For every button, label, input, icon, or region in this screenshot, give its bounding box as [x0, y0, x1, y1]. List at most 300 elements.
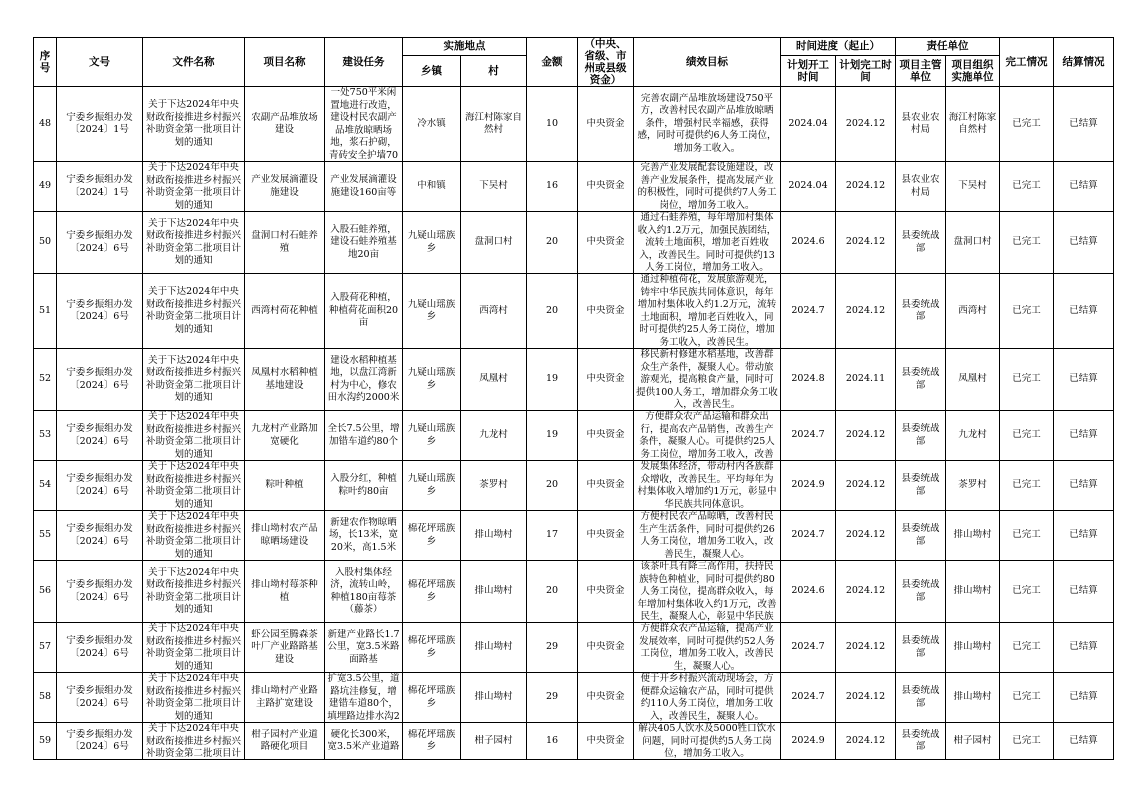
- seq-cell: [34, 411, 57, 461]
- village-cell-text: 西湾村: [479, 304, 508, 316]
- completion-cell: [1000, 461, 1054, 511]
- start-date-cell-text: 2024.9: [791, 479, 825, 491]
- task-cell-text: 全长7.5公里，增加错车道约80个: [327, 423, 400, 447]
- doc-no-cell-text: 宁委乡振组办发〔2024〕6号: [66, 579, 133, 603]
- doc-name-cell: [143, 723, 245, 760]
- start-date-cell: [781, 723, 836, 760]
- dept-cell: [896, 162, 946, 212]
- seq-cell-text: 57: [38, 641, 52, 653]
- amount-cell: [527, 673, 578, 723]
- village-cell: [461, 274, 527, 349]
- village-cell: [461, 723, 527, 760]
- seq-cell: [34, 274, 57, 349]
- project-name-cell-text: 凤凰村水稻种植基地建设: [251, 367, 318, 391]
- doc-name-cell: [143, 274, 245, 349]
- dept-cell: [896, 723, 946, 760]
- org-cell: [946, 511, 1000, 561]
- goal-cell: [634, 274, 781, 349]
- doc-name-cell-text: 关于下达2024年中央财政衔接推进乡村振兴补助资金第二批项目计划的通知: [145, 566, 241, 615]
- goal-cell-text: 通过石蛙养殖，每年增加村集体收入约1.2万元，加强民族团结，流转土地面积，增加老百姓收入，改善民生。同时可提供约13人务工岗位，增加务工收入。: [637, 212, 777, 273]
- header-completion: 完工情况: [1000, 38, 1054, 87]
- goal-cell-text: 该茶叶具有降三高作用，扶持民族特色种植业，同时可提供约80人务工岗位，提高群众收入，每年增加村集体收入约1万元，改善民生，凝聚人心，彰显中华民族: [637, 561, 777, 622]
- project-name-cell: [245, 461, 325, 511]
- seq-cell: [34, 87, 57, 162]
- start-date-cell-text: 2024.7: [791, 641, 825, 653]
- header-fund-level: （中央、省级、市州或县级资金）: [578, 38, 634, 87]
- table-row: [34, 461, 1114, 511]
- amount-cell: [527, 461, 578, 511]
- doc-name-cell: [143, 87, 245, 162]
- end-date-cell: [836, 212, 896, 274]
- end-date-cell-text: 2024.12: [845, 479, 886, 491]
- doc-no-cell-text: 宁委乡振组办发〔2024〕6号: [66, 635, 133, 659]
- town-cell-text: 冷水镇: [417, 117, 446, 129]
- amount-cell: [527, 561, 578, 623]
- project-name-cell: [245, 162, 325, 212]
- town-cell: [403, 723, 461, 760]
- village-cell: [461, 623, 527, 673]
- completion-cell-text: 已完工: [1012, 373, 1041, 385]
- table-row: [34, 723, 1114, 760]
- start-date-cell: [781, 461, 836, 511]
- project-table: [33, 37, 1114, 760]
- seq-cell: [34, 461, 57, 511]
- header-doc-name: 文件名称: [143, 38, 245, 87]
- doc-name-cell-text: 关于下达2024年中央财政衔接推进乡村振兴补助资金第二批项目计划的通知: [145, 623, 241, 672]
- doc-no-cell-text: 宁委乡振组办发〔2024〕6号: [66, 685, 133, 709]
- seq-cell-text: 59: [38, 734, 52, 746]
- project-name-cell: [245, 561, 325, 623]
- amount-cell-text: 16: [545, 180, 559, 192]
- task-cell: [325, 723, 403, 760]
- amount-cell: [527, 212, 578, 274]
- doc-no-cell: [57, 673, 143, 723]
- village-cell-text: 九龙村: [479, 429, 508, 441]
- project-name-cell: [245, 623, 325, 673]
- town-cell: [403, 162, 461, 212]
- village-cell-text: 排山坳村: [474, 691, 513, 703]
- town-cell-text: 棉花坪瑶族乡: [407, 523, 456, 547]
- start-date-cell: [781, 162, 836, 212]
- end-date-cell-text: 2024.12: [845, 117, 886, 129]
- completion-cell-text: 已完工: [1012, 236, 1041, 248]
- goal-cell-text: 便于开乡村振兴流动现场会，方便群众运输农产品，同时可提供约110人务工岗位，增加务工收入，改善民生，凝聚人心。: [640, 673, 774, 722]
- dept-cell-text: 县委统战部: [901, 423, 940, 447]
- seq-cell-text: 52: [38, 373, 52, 385]
- doc-name-cell-text: 关于下达2024年中央财政衔接推进乡村振兴补助资金第二批项目计划的通知: [145, 411, 241, 460]
- start-date-cell-text: 2024.8: [791, 373, 825, 385]
- start-date-cell-text: 2024.7: [791, 529, 825, 541]
- end-date-cell: [836, 561, 896, 623]
- end-date-cell: [836, 511, 896, 561]
- town-cell-text: 九疑山瑶族乡: [407, 423, 456, 447]
- goal-cell: [634, 561, 781, 623]
- completion-cell: [1000, 274, 1054, 349]
- village-cell: [461, 511, 527, 561]
- goal-cell: [634, 212, 781, 274]
- doc-no-cell-text: 宁委乡振组办发〔2024〕6号: [66, 230, 133, 254]
- task-cell-text: 建设水稻种植基地，以盘江湾新村为中心，修农田水沟约2000米: [327, 354, 400, 403]
- start-date-cell-text: 2024.04: [788, 117, 828, 129]
- start-date-cell: [781, 349, 836, 411]
- doc-no-cell: [57, 511, 143, 561]
- start-date-cell-text: 2024.04: [788, 180, 828, 192]
- settlement-cell-text: 已结算: [1069, 529, 1098, 541]
- completion-cell-text: 已完工: [1012, 117, 1041, 129]
- dept-cell: [896, 561, 946, 623]
- completion-cell: [1000, 212, 1054, 274]
- doc-name-cell-text: 关于下达2024年中央财政衔接推进乡村振兴补助资金第一批项目计划的通知: [145, 162, 241, 211]
- completion-cell: [1000, 349, 1054, 411]
- village-cell: [461, 411, 527, 461]
- town-cell-text: 九疑山瑶族乡: [407, 367, 456, 391]
- fund-level-cell: [578, 411, 634, 461]
- header-amount: 金额: [527, 38, 578, 87]
- org-cell-text: 海江村陈家自然村: [948, 111, 997, 135]
- org-cell-text: 西湾村: [958, 304, 987, 316]
- table-row: [34, 349, 1114, 411]
- dept-cell-text: 县农业农村局: [901, 174, 940, 198]
- doc-name-cell-text: 关于下达2024年中央财政衔接推进乡村振兴补助资金第二批项目计划的通知: [145, 511, 241, 560]
- goal-cell-text: 方便村民农产品晾晒，改善村民生产生活条件，同时可提供约26人务工岗位，增加务工收入，改善民生，凝聚人心。: [639, 511, 775, 560]
- town-cell-text: 棉花坪瑶族乡: [407, 685, 456, 709]
- amount-cell-text: 19: [545, 373, 559, 385]
- fund-level-cell-text: 中央资金: [586, 180, 625, 192]
- fund-level-cell-text: 中央资金: [586, 529, 625, 541]
- fund-level-cell-text: 中央资金: [586, 236, 625, 248]
- settlement-cell-text: 已结算: [1069, 429, 1098, 441]
- completion-cell: [1000, 511, 1054, 561]
- amount-cell-text: 29: [545, 641, 559, 653]
- dept-cell: [896, 411, 946, 461]
- fund-level-cell-text: 中央资金: [586, 734, 625, 746]
- village-cell-text: 盘洞口村: [474, 236, 513, 248]
- end-date-cell: [836, 673, 896, 723]
- task-cell: [325, 561, 403, 623]
- project-name-cell-text: 虾公园至腾森茶叶厂产业路路基建设: [251, 628, 318, 665]
- task-cell: [325, 511, 403, 561]
- town-cell-text: 棉花坪瑶族乡: [407, 579, 456, 603]
- header-schedule: 时间进度（起止）: [781, 38, 896, 56]
- goal-cell-text: 方便群众农产品运输和群众出行，提高农产品销售，改善生产条件，凝聚人心。可提供约25人务工岗位，增加务工收入，改善: [639, 411, 775, 460]
- seq-cell: [34, 623, 57, 673]
- settlement-cell-text: 已结算: [1069, 373, 1098, 385]
- start-date-cell-text: 2024.6: [791, 585, 825, 597]
- town-cell: [403, 461, 461, 511]
- table-row: [34, 511, 1114, 561]
- settlement-cell: [1054, 561, 1114, 623]
- task-cell: [325, 623, 403, 673]
- end-date-cell-text: 2024.12: [845, 691, 886, 703]
- fund-level-cell: [578, 511, 634, 561]
- village-cell: [461, 461, 527, 511]
- end-date-cell: [836, 349, 896, 411]
- header-dept: 项目主管单位: [896, 55, 946, 86]
- task-cell: [325, 274, 403, 349]
- project-name-cell-text: 排山坳村莓茶种植: [251, 579, 318, 603]
- doc-no-cell: [57, 723, 143, 760]
- org-cell-text: 排山坳村: [953, 585, 992, 597]
- end-date-cell: [836, 162, 896, 212]
- fund-level-cell: [578, 212, 634, 274]
- seq-cell-text: 53: [38, 429, 52, 441]
- settlement-cell: [1054, 87, 1114, 162]
- amount-cell-text: 20: [545, 479, 559, 491]
- doc-name-cell-text: 关于下达2024年中央财政衔接推进乡村振兴补助资金第二批项目计划的通知: [145, 673, 241, 722]
- table-row: [34, 673, 1114, 723]
- goal-cell-text: 通过种植荷花，发展旅游观光，铸牢中华民族共同体意识，每年增加村集体收入约1.2万元，流转土地面积，增加老百姓收入，同时可提供约25人务工岗位，增加务工收入，改善民生。: [637, 274, 777, 348]
- settlement-cell-text: 已结算: [1069, 236, 1098, 248]
- settlement-cell: [1054, 274, 1114, 349]
- task-cell: [325, 162, 403, 212]
- settlement-cell: [1054, 723, 1114, 760]
- town-cell-text: 棉花坪瑶族乡: [407, 728, 456, 752]
- seq-cell-text: 58: [38, 691, 52, 703]
- dept-cell-text: 县委统战部: [901, 298, 940, 322]
- settlement-cell-text: 已结算: [1069, 585, 1098, 597]
- header-task: 建设任务: [325, 38, 403, 87]
- dept-cell-text: 县委统战部: [901, 473, 940, 497]
- org-cell-text: 盘洞口村: [953, 236, 992, 248]
- doc-name-cell-text: 关于下达2024年中央财政衔接推进乡村振兴补助资金第二批项目计划的通知: [145, 217, 241, 266]
- seq-cell: [34, 349, 57, 411]
- end-date-cell: [836, 274, 896, 349]
- completion-cell-text: 已完工: [1012, 641, 1041, 653]
- header-settlement: 结算情况: [1054, 38, 1114, 87]
- completion-cell-text: 已完工: [1012, 304, 1041, 316]
- doc-name-cell-text: 关于下达2024年中央财政衔接推进乡村振兴补助资金第二批项目计划的通知: [145, 354, 241, 403]
- dept-cell-text: 县委统战部: [901, 523, 940, 547]
- table-row: [34, 623, 1114, 673]
- doc-name-cell: [143, 411, 245, 461]
- village-cell-text: 排山坳村: [474, 641, 513, 653]
- goal-cell: [634, 411, 781, 461]
- town-cell: [403, 349, 461, 411]
- village-cell-text: 柑子园村: [474, 734, 513, 746]
- project-name-cell-text: 排山坳村产业路主路扩宽建设: [251, 685, 318, 709]
- town-cell: [403, 411, 461, 461]
- dept-cell-text: 县委统战部: [901, 367, 940, 391]
- settlement-cell-text: 已结算: [1069, 734, 1098, 746]
- doc-name-cell-text: 关于下达2024年中央财政衔接推进乡村振兴补助资金第二批项目计: [145, 723, 241, 759]
- fund-level-cell: [578, 162, 634, 212]
- end-date-cell-text: 2024.12: [845, 734, 886, 746]
- fund-level-cell-text: 中央资金: [586, 691, 625, 703]
- settlement-cell: [1054, 411, 1114, 461]
- header-project: 项目名称: [245, 38, 325, 87]
- village-cell: [461, 349, 527, 411]
- settlement-cell: [1054, 623, 1114, 673]
- doc-no-cell-text: 宁委乡振组办发〔2024〕6号: [66, 423, 133, 447]
- task-cell-text: 产业发展滴灌设施建设160亩等: [330, 174, 397, 198]
- org-cell-text: 柑子园村: [953, 734, 992, 746]
- dept-cell: [896, 87, 946, 162]
- task-cell-text: 硬化长300米，宽3.5米产业道路: [327, 728, 400, 752]
- task-cell: [325, 212, 403, 274]
- amount-cell: [527, 411, 578, 461]
- end-date-cell-text: 2024.12: [845, 429, 886, 441]
- goal-cell: [634, 723, 781, 760]
- doc-name-cell: [143, 162, 245, 212]
- dept-cell: [896, 623, 946, 673]
- header-doc-no: 文号: [57, 38, 143, 87]
- org-cell: [946, 162, 1000, 212]
- settlement-cell: [1054, 511, 1114, 561]
- start-date-cell: [781, 274, 836, 349]
- fund-level-cell: [578, 723, 634, 760]
- end-date-cell-text: 2024.12: [845, 304, 886, 316]
- end-date-cell-text: 2024.12: [845, 641, 886, 653]
- town-cell: [403, 623, 461, 673]
- start-date-cell: [781, 673, 836, 723]
- village-cell: [461, 162, 527, 212]
- doc-no-cell-text: 宁委乡振组办发〔2024〕6号: [66, 523, 133, 547]
- amount-cell-text: 29: [545, 691, 559, 703]
- task-cell-text: 入股石蛙养殖，建设石蛙养殖基地20亩: [330, 223, 397, 260]
- settlement-cell: [1054, 162, 1114, 212]
- completion-cell-text: 已完工: [1012, 691, 1041, 703]
- project-name-cell-text: 九龙村产业路加宽硬化: [251, 423, 318, 447]
- org-cell-text: 凤凰村: [958, 373, 987, 385]
- dept-cell: [896, 511, 946, 561]
- doc-no-cell: [57, 212, 143, 274]
- table-row: [34, 162, 1114, 212]
- task-cell: [325, 349, 403, 411]
- town-cell: [403, 511, 461, 561]
- seq-cell: [34, 511, 57, 561]
- task-cell: [325, 673, 403, 723]
- doc-no-cell: [57, 411, 143, 461]
- project-name-cell-text: 粽叶种植: [265, 479, 304, 491]
- doc-name-cell: [143, 349, 245, 411]
- amount-cell: [527, 723, 578, 760]
- project-name-cell-text: 农副产品堆放场建设: [251, 111, 318, 135]
- doc-name-cell: [143, 673, 245, 723]
- village-cell-text: 茶罗村: [479, 479, 508, 491]
- org-cell: [946, 723, 1000, 760]
- header-end: 计划完工时间: [836, 55, 896, 86]
- goal-cell-text: 完善农副产品堆放场建设750平方，改善村民农副产品堆放晾晒条件，增强村民幸福感，获得感，同时可提供约6人务工岗位，增加务工收入。: [637, 92, 777, 154]
- dept-cell-text: 县委统战部: [901, 635, 940, 659]
- end-date-cell-text: 2024.12: [845, 236, 886, 248]
- completion-cell: [1000, 162, 1054, 212]
- org-cell: [946, 673, 1000, 723]
- doc-name-cell: [143, 212, 245, 274]
- start-date-cell-text: 2024.7: [791, 304, 825, 316]
- header-location: 实施地点: [403, 38, 527, 56]
- org-cell: [946, 461, 1000, 511]
- amount-cell: [527, 623, 578, 673]
- doc-name-cell: [143, 623, 245, 673]
- amount-cell-text: 16: [545, 734, 559, 746]
- header-town: 乡镇: [403, 55, 461, 86]
- goal-cell: [634, 461, 781, 511]
- town-cell-text: 九疑山瑶族乡: [407, 298, 456, 322]
- project-name-cell: [245, 511, 325, 561]
- village-cell-text: 排山坳村: [474, 529, 513, 541]
- settlement-cell: [1054, 461, 1114, 511]
- completion-cell: [1000, 623, 1054, 673]
- fund-level-cell-text: 中央资金: [586, 429, 625, 441]
- village-cell-text: 海江村陈家自然村: [464, 111, 522, 135]
- end-date-cell: [836, 411, 896, 461]
- dept-cell: [896, 212, 946, 274]
- town-cell: [403, 87, 461, 162]
- seq-cell: [34, 673, 57, 723]
- start-date-cell-text: 2024.7: [791, 429, 825, 441]
- header-org: 项目组织实施单位: [946, 55, 1000, 86]
- village-cell: [461, 561, 527, 623]
- start-date-cell: [781, 411, 836, 461]
- dept-cell-text: 县委统战部: [901, 728, 940, 752]
- doc-name-cell-text: 关于下达2024年中央财政衔接推进乡村振兴补助资金第二批项目计划的通知: [145, 286, 241, 335]
- seq-cell: [34, 723, 57, 760]
- settlement-cell-text: 已结算: [1069, 304, 1098, 316]
- completion-cell: [1000, 561, 1054, 623]
- end-date-cell-text: 2024.11: [845, 373, 886, 385]
- doc-no-cell-text: 宁委乡振组办发〔2024〕6号: [66, 728, 133, 752]
- fund-level-cell: [578, 349, 634, 411]
- seq-cell-text: 49: [38, 180, 52, 192]
- fund-level-cell: [578, 623, 634, 673]
- doc-no-cell-text: 宁委乡振组办发〔2024〕1号: [66, 174, 133, 198]
- org-cell: [946, 87, 1000, 162]
- org-cell: [946, 623, 1000, 673]
- amount-cell: [527, 87, 578, 162]
- goal-cell: [634, 623, 781, 673]
- settlement-cell: [1054, 673, 1114, 723]
- project-name-cell-text: 柑子园村产业道路硬化项目: [251, 728, 318, 752]
- doc-no-cell-text: 宁委乡振组办发〔2024〕6号: [66, 473, 133, 497]
- start-date-cell-text: 2024.9: [791, 734, 825, 746]
- town-cell: [403, 212, 461, 274]
- completion-cell: [1000, 87, 1054, 162]
- goal-cell-text: 发展集体经济，带动村内各族群众增收，改善民生。平均每年为村集体收入增加约1万元，彰显中华民族共同体意识。: [637, 461, 777, 510]
- start-date-cell: [781, 87, 836, 162]
- seq-cell-text: 54: [38, 479, 52, 491]
- completion-cell-text: 已完工: [1012, 734, 1041, 746]
- fund-level-cell: [578, 461, 634, 511]
- seq-cell-text: 50: [38, 236, 52, 248]
- end-date-cell-text: 2024.12: [845, 180, 886, 192]
- fund-level-cell-text: 中央资金: [586, 373, 625, 385]
- amount-cell: [527, 349, 578, 411]
- org-cell-text: 下吴村: [958, 180, 987, 192]
- goal-cell-text: 解决405人饮水及5000牲口饮水问题，同时可提供约5人务工岗位，增加务工收入。: [638, 723, 776, 759]
- header-start: 计划开工时间: [781, 55, 836, 86]
- task-cell-text: 入股村集体经济，流转山岭，种植180亩莓茶（藤茶）: [330, 566, 397, 615]
- seq-cell-text: 56: [38, 585, 52, 597]
- task-cell: [325, 461, 403, 511]
- goal-cell-text: 方便群众农产品运输，提高产业发展效率，同时可提供约52人务工岗位，增加务工收入，改善民生，凝聚人心。: [639, 623, 775, 672]
- fund-level-cell-text: 中央资金: [586, 117, 625, 129]
- table-row: [34, 87, 1114, 162]
- doc-name-cell: [143, 511, 245, 561]
- start-date-cell-text: 2024.6: [791, 236, 825, 248]
- org-cell-text: 排山坳村: [953, 691, 992, 703]
- completion-cell-text: 已完工: [1012, 429, 1041, 441]
- town-cell-text: 九疑山瑶族乡: [407, 230, 456, 254]
- dept-cell-text: 县委统战部: [901, 230, 940, 254]
- goal-cell: [634, 511, 781, 561]
- amount-cell-text: 10: [545, 117, 559, 129]
- doc-no-cell: [57, 87, 143, 162]
- village-cell: [461, 212, 527, 274]
- table-row: [34, 561, 1114, 623]
- org-cell: [946, 349, 1000, 411]
- doc-no-cell: [57, 461, 143, 511]
- goal-cell-text: 完善产业发展配套设施建设，改善产业发展条件，提高发展产业的积极性，同时可提供约7人务工岗位，增加务工收入。: [637, 162, 777, 211]
